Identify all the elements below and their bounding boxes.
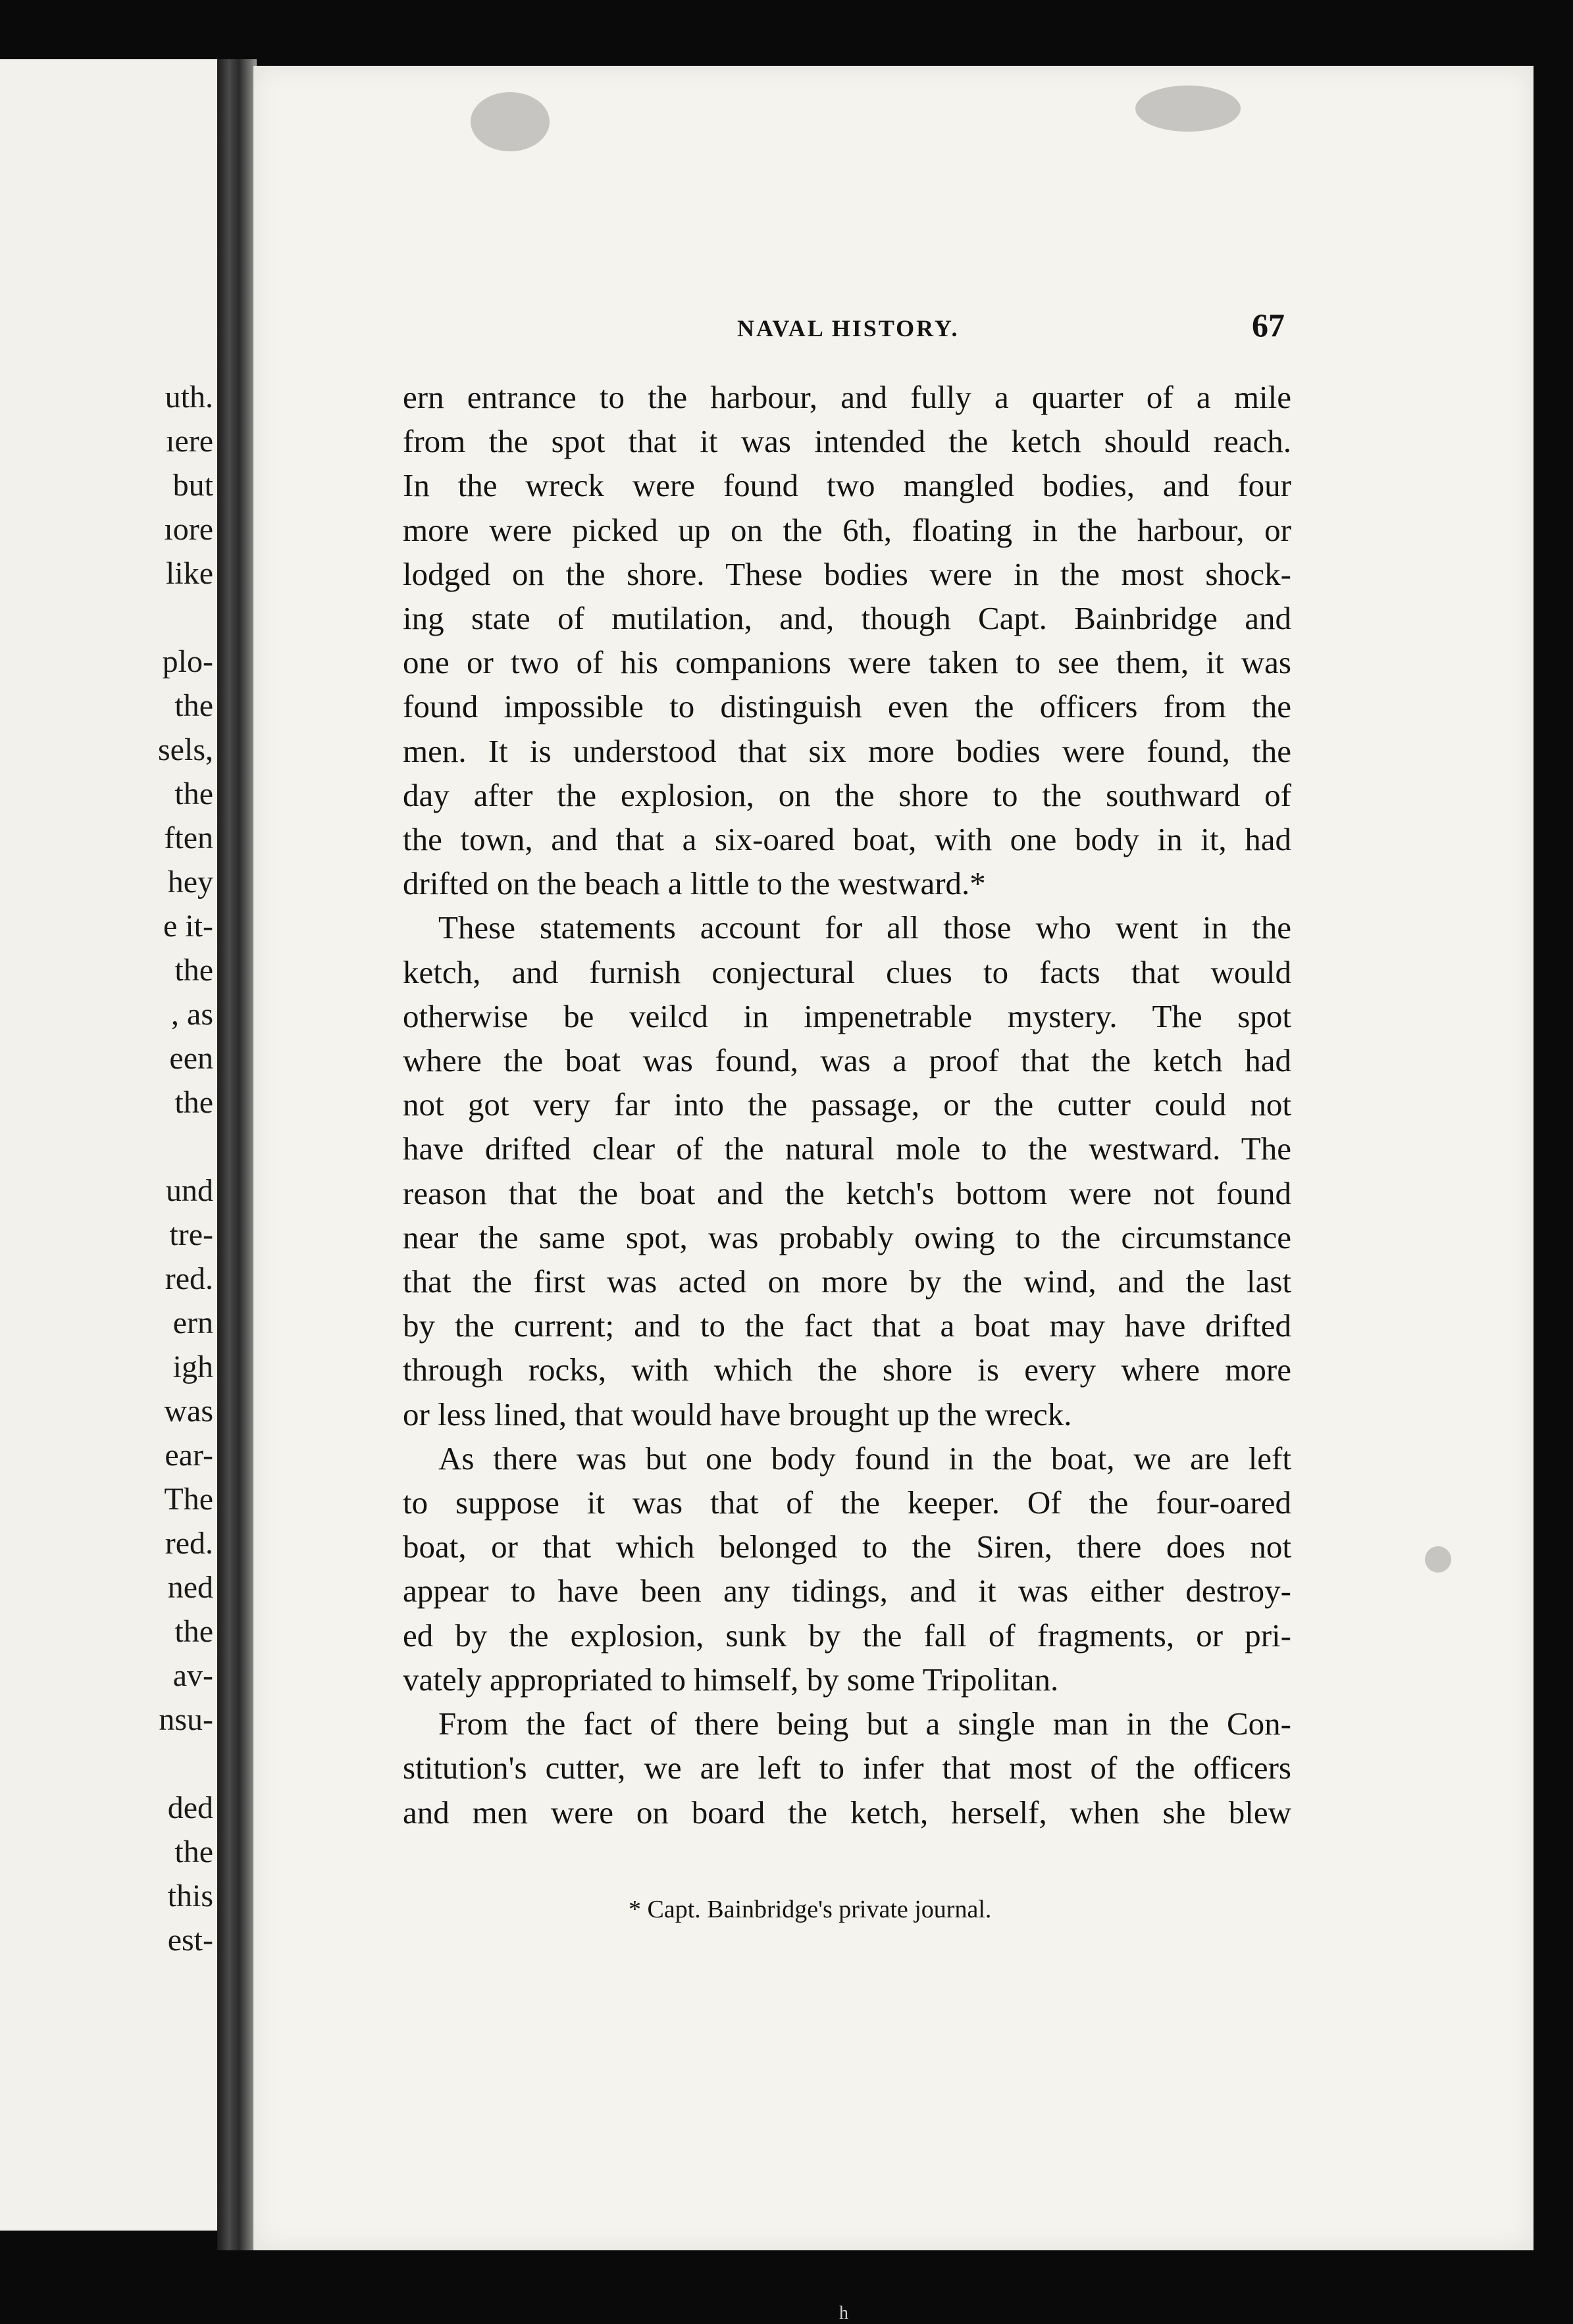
text-line: one or two of his companions were taken to see them, it was <box>403 644 1291 681</box>
prev-line: ded <box>167 1790 213 1825</box>
prev-line: the <box>174 688 213 723</box>
prev-line: the <box>174 1085 213 1120</box>
prev-line: the <box>174 953 213 988</box>
page-number: 67 <box>1252 307 1285 343</box>
prev-line: ned <box>167 1570 213 1605</box>
text-line: otherwise be veilcd in impenetrable mystery. The spot <box>403 998 1291 1034</box>
foxing-spot <box>1135 86 1241 132</box>
text-line: from the spot that it was intended the ketch should reach. <box>403 423 1291 460</box>
prev-line: the <box>174 1614 213 1649</box>
body-text <box>403 375 1291 1834</box>
prev-line: een <box>169 1041 213 1076</box>
prev-line: like <box>166 556 213 591</box>
text-line: by the current; and to the fact that a boat may have drifted <box>403 1307 1291 1344</box>
prev-line: the <box>174 776 213 811</box>
prev-line: av- <box>172 1658 213 1693</box>
prev-line: sels, <box>158 732 213 767</box>
prev-line: e it- <box>163 909 213 944</box>
text-line: ing state of mutilation, and, though Capt. Bainbridge and <box>403 600 1291 637</box>
bottom-mark: h <box>839 2303 848 2323</box>
text-line: reason that the boat and the ketch's bottom were not found <box>403 1175 1291 1211</box>
text-line: boat, or that which belonged to the Siren, there does not <box>403 1528 1291 1565</box>
text-line: From the fact of there being but a single man in the Con- <box>438 1705 1291 1742</box>
text-line: ern entrance to the harbour, and fully a quarter of a mile <box>403 379 1291 415</box>
prev-line: ıere <box>166 424 213 459</box>
text-line: not got very far into the passage, or the cutter could not <box>403 1086 1291 1123</box>
prev-line: ern <box>172 1305 213 1340</box>
prev-line: ıore <box>164 512 213 547</box>
book-gutter <box>217 59 257 2250</box>
prev-line: but <box>172 468 213 503</box>
prev-line: uth. <box>165 380 213 415</box>
text-line: have drifted clear of the natural mole to the westward. The <box>403 1130 1291 1167</box>
text-line: found impossible to distinguish even the officers from the <box>403 688 1291 725</box>
text-line: through rocks, with which the shore is every where more <box>403 1351 1291 1388</box>
prev-line: , as <box>171 997 213 1032</box>
prev-line: was <box>164 1394 213 1428</box>
prev-line: und <box>166 1173 213 1208</box>
prev-line: red. <box>165 1526 213 1561</box>
previous-page-edge <box>0 59 217 2231</box>
prev-line: the <box>174 1834 213 1869</box>
prev-line: est- <box>167 1923 213 1958</box>
prev-line: plo- <box>162 644 213 679</box>
prev-line: red. <box>165 1261 213 1296</box>
prev-line: this <box>167 1879 213 1913</box>
prev-line: nsu- <box>159 1702 213 1737</box>
prev-line: igh <box>172 1350 213 1384</box>
text-line: that the first was acted on more by the wind, and the last <box>403 1263 1291 1300</box>
text-line: near the same spot, was probably owing to the circumstance <box>403 1219 1291 1255</box>
prev-line: ften <box>164 821 213 855</box>
text-line: appear to have been any tidings, and it was either destroy- <box>403 1573 1291 1609</box>
text-line: where the boat was found, was a proof that the ketch had <box>403 1042 1291 1079</box>
text-line: and men were on board the ketch, herself, when she blew <box>403 1794 1291 1831</box>
text-line: lodged on the shore. These bodies were in the most shock- <box>403 555 1291 592</box>
running-head: NAVAL HISTORY. <box>737 315 960 341</box>
text-line: ketch, and furnish conjectural clues to facts that would <box>403 953 1291 990</box>
text-line: vately appropriated to himself, by some Tripolitan. <box>403 1661 1059 1698</box>
text-line: drifted on the beach a little to the westward.* <box>403 865 986 902</box>
text-line: men. It is understood that six more bodies were found, the <box>403 732 1291 769</box>
prev-line: tre- <box>169 1217 213 1252</box>
text-line: These statements account for all those who went in the <box>438 909 1291 946</box>
text-line: stitution's cutter, we are left to infer that most of the officers <box>403 1750 1291 1786</box>
text-line: or less lined, that would have brought up the wreck. <box>403 1396 1072 1432</box>
text-line: to suppose it was that of the keeper. Of the four-oared <box>403 1484 1291 1521</box>
text-line: ed by the explosion, sunk by the fall of fragments, or pri- <box>403 1617 1291 1654</box>
text-line: In the wreck were found two mangled bodies, and four <box>403 467 1291 504</box>
text-line: the town, and that a six-oared boat, with one body in it, had <box>403 821 1291 858</box>
foxing-spot <box>1425 1546 1451 1573</box>
prev-line: The <box>164 1482 213 1517</box>
prev-line: hey <box>167 865 213 899</box>
foxing-spot <box>471 92 550 151</box>
text-line: day after the explosion, on the shore to the southward of <box>403 776 1291 813</box>
prev-line: ear- <box>165 1438 213 1473</box>
footnote: * Capt. Bainbridge's private journal. <box>629 1896 992 1923</box>
text-line: As there was but one body found in the boat, we are left <box>438 1440 1291 1477</box>
text-line: more were picked up on the 6th, floating in the harbour, or <box>403 511 1291 548</box>
